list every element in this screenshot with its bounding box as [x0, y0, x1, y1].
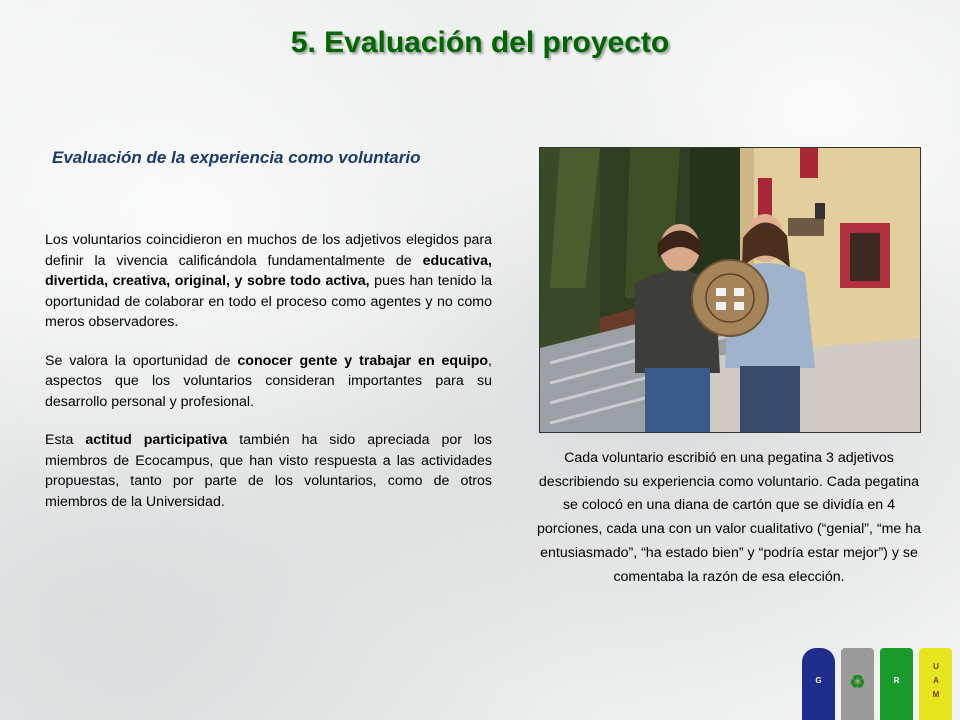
- photo-caption: Cada voluntario escribió en una pegatina 3 adjetivos describiendo su experiencia como voluntario. Cada pegatina se colocó en una diana de cartón que se dividía en 4 porciones, cada una con un valor cualitativo (“genial”, “me ha entusiasmado”, “ha estado bien” y “podría estar mejor”) y se comentaba la razón de esa elección.: [536, 450, 922, 585]
- bin-blue-icon: G: [802, 648, 835, 720]
- page-title: 5. Evaluación del proyecto: [290, 26, 670, 59]
- section-subtitle: Evaluación de la experiencia como voluntario: [52, 148, 421, 167]
- volunteers-photo: [539, 147, 921, 433]
- paragraph-teamwork: Se valora la oportunidad de conocer gente y trabajar en equipo, aspectos que los voluntarios consideran importantes para su desarrollo personal y profesional.: [45, 352, 492, 410]
- body-text: [45, 230, 492, 530]
- ecocampus-logo: [800, 648, 960, 720]
- paragraph-participation: Esta actitud participativa también ha sido apreciada por los miembros de Ecocampus, que han visto respuesta a las actividades propuestas, tanto por parte de los voluntarios, como de otros miembros de la Universidad.: [45, 432, 492, 510]
- bin-grey-icon: ♻: [841, 648, 874, 720]
- paragraph-adjectives: Los voluntarios coincidieron en muchos de los adjetivos elegidos para definir la vivencia calificándola fundamentalmente de educativa, divertida, creativa, original, y sobre todo activa, pues han tenido la oportunidad de colaborar en todo el proceso como agentes y no como meros observadores.: [45, 232, 493, 330]
- bin-yellow-icon: U A M: [919, 648, 952, 720]
- bin-green-icon: R: [880, 648, 913, 720]
